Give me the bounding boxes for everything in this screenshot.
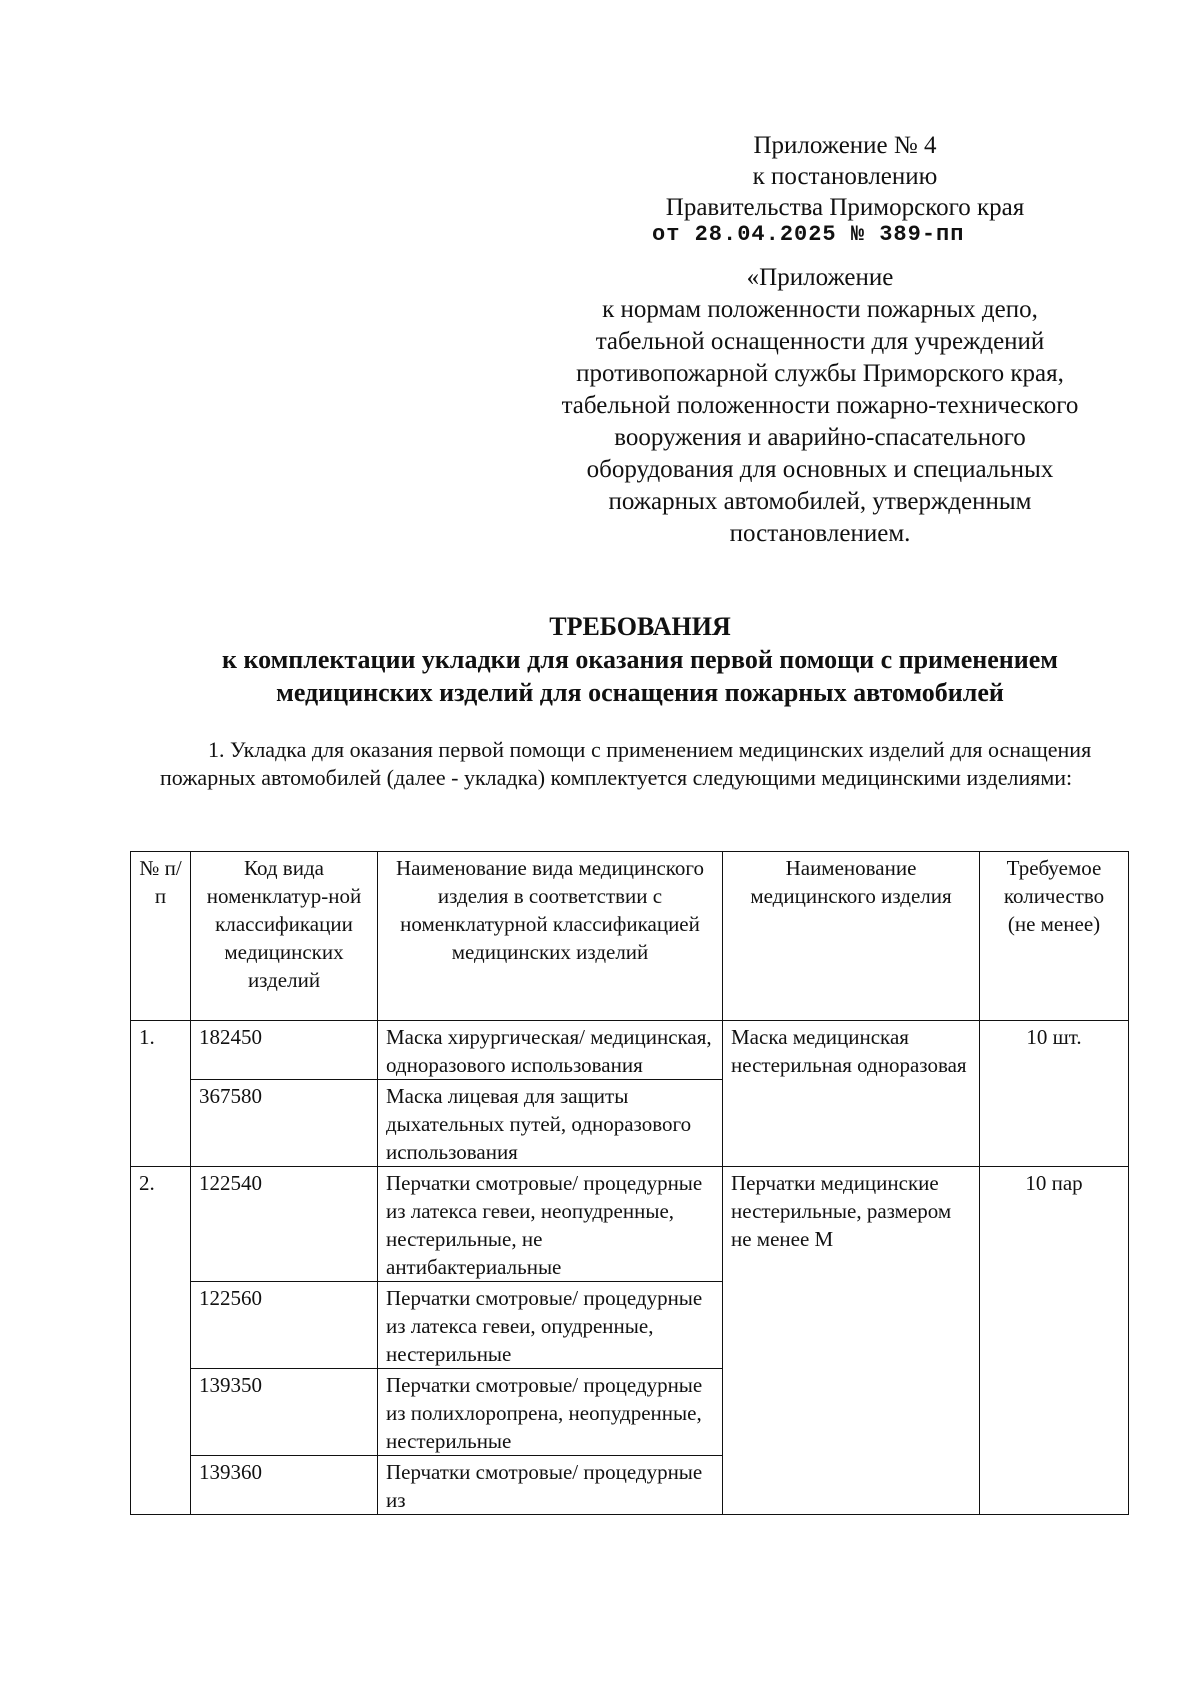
row-number: 1.	[131, 1021, 191, 1167]
row-kind-name: Перчатки смотровые/ процедурные из полихлоропрена, неопудренные, нестерильные	[378, 1369, 723, 1456]
row-kind-name: Маска хирургическая/ медицинская, одноразового использования	[378, 1021, 723, 1080]
row-kind-name: Маска лицевая для защиты дыхательных путей, одноразового использования	[378, 1080, 723, 1167]
row-code: 182450	[191, 1021, 378, 1080]
row-quantity: 10 пар	[980, 1167, 1129, 1515]
sub-annex-line: постановлением.	[729, 520, 911, 547]
row-quantity: 10 шт.	[980, 1021, 1129, 1167]
row-code: 122560	[191, 1282, 378, 1369]
sub-annex-line: к нормам положенности пожарных депо,	[602, 296, 1038, 323]
sub-annex-line: вооружения и аварийно-спасательного	[614, 424, 1026, 451]
intro-paragraph	[160, 736, 1120, 792]
sub-annex-line: оборудования для основных и специальных	[586, 456, 1054, 483]
sub-annex	[500, 262, 1140, 550]
sub-annex-line: «Приложение	[746, 264, 894, 291]
header-num: № п/ п	[131, 852, 191, 1021]
header-qty: Требуемое количество (не менее)	[980, 852, 1129, 1021]
annex-number: Приложение № 4	[753, 132, 937, 159]
intro-paragraph-text: 1. Укладка для оказания первой помощи с применением медицинских изделий для оснащения пожарных автомобилей (далее - укладка) комплектуется следующими медицинскими изделиями:	[160, 737, 1092, 790]
title-sub-2: медицинских изделий для оснащения пожарных автомобилей	[276, 678, 1004, 707]
annex-header	[610, 130, 1080, 223]
sub-annex-line: противопожарной службы Приморского края,	[576, 360, 1064, 387]
row-item-name: Маска медицинская нестерильная одноразовая	[723, 1021, 980, 1167]
annex-government: Правительства Приморского края	[665, 194, 1025, 221]
row-code: 139350	[191, 1369, 378, 1456]
title-sub-1: к комплектации укладки для оказания первой помощи с применением	[221, 645, 1059, 674]
row-code: 122540	[191, 1167, 378, 1282]
title-main: ТРЕБОВАНИЯ	[549, 612, 731, 641]
row-number: 2.	[131, 1167, 191, 1515]
table-row	[131, 1021, 1129, 1080]
row-code: 367580	[191, 1080, 378, 1167]
document-title	[120, 610, 1160, 709]
sub-annex-line: табельной положенности пожарно-технического	[561, 392, 1079, 419]
row-kind-name: Перчатки смотровые/ процедурные из латекса гевеи, опудренные, нестерильные	[378, 1282, 723, 1369]
row-kind-name: Перчатки смотровые/ процедурные из	[378, 1456, 723, 1515]
annex-resolution: к постановлению	[752, 163, 938, 190]
row-item-name: Перчатки медицинские нестерильные, размером не менее М	[723, 1167, 980, 1515]
table-header-row	[131, 852, 1129, 1021]
sub-annex-line: пожарных автомобилей, утвержденным	[608, 488, 1032, 515]
header-name: Наименование вида медицинского изделия в соответствии с номенклатурной классификацией медицинских изделий	[378, 852, 723, 1021]
table-row	[131, 1167, 1129, 1282]
requirements-table	[130, 851, 1129, 1515]
row-code: 139360	[191, 1456, 378, 1515]
header-code: Код вида номенклатур-ной классификации медицинских изделий	[191, 852, 378, 1021]
date-stamp: от 28.04.2025 № 389-пп	[652, 222, 965, 247]
row-kind-name: Перчатки смотровые/ процедурные из латекса гевеи, неопудренные, нестерильные, не антибактериальные	[378, 1167, 723, 1282]
sub-annex-line: табельной оснащенности для учреждений	[595, 328, 1045, 355]
header-item: Наименование медицинского изделия	[723, 852, 980, 1021]
